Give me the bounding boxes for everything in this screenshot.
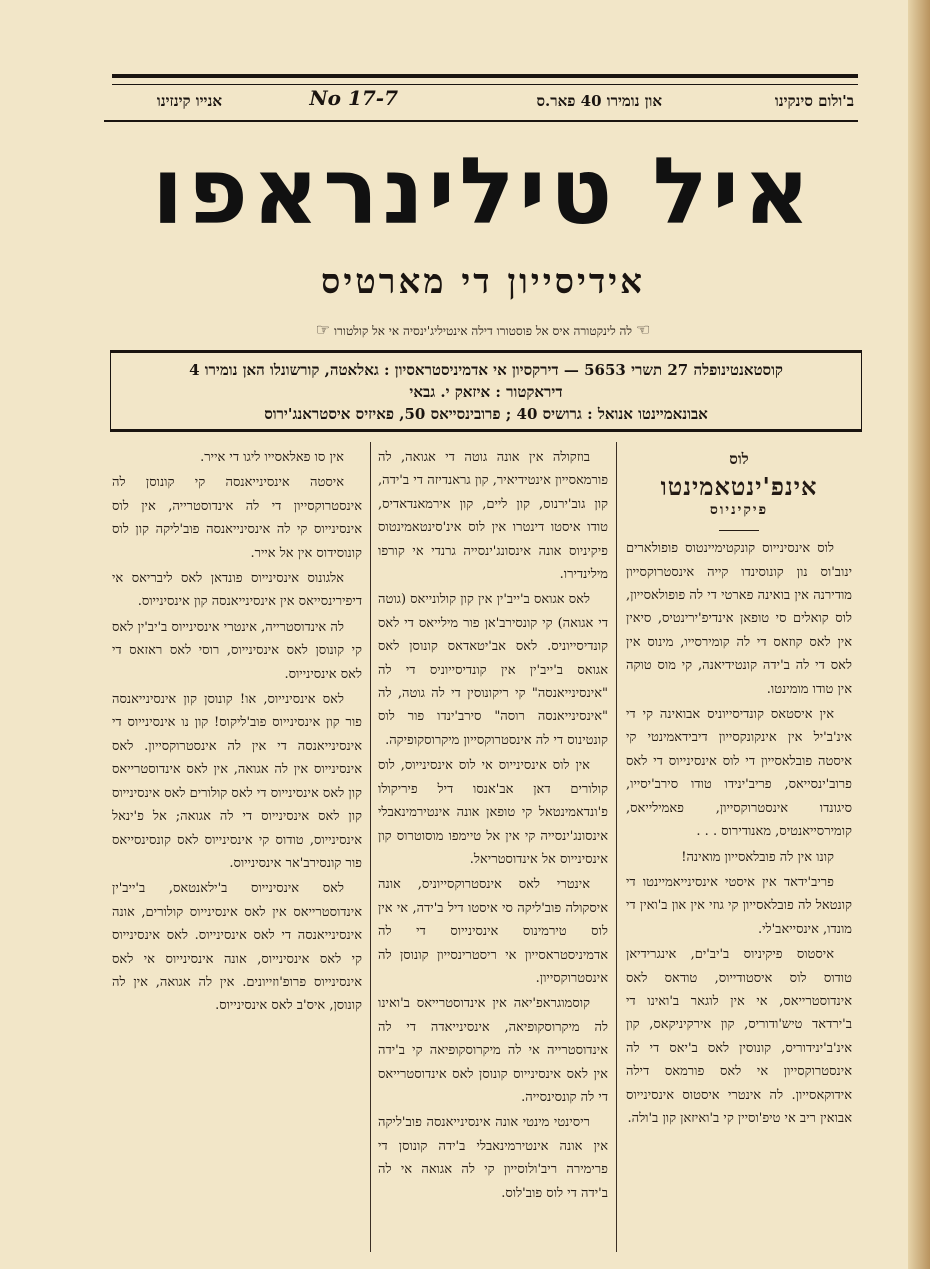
subscription-line: אבונאמיינטו אנואל : גרושיס 40 ; פרובינסייאס 50, פאיזיס איסטראנג'ירוס	[264, 405, 708, 423]
director-line: דיראקטור : איזאק י. גבאי	[409, 383, 563, 401]
paragraph: לאס אגואס ב'ייב'ין אין קון קולונייאס (גוטה די אגואה) קי קונסירב'אן פור מילייאס די לאס קונדיסייוניס. לאס אב'יטאדאס קונוסן לאס אגואס ב'ייב'ין אין קונדיסייוניס די לה "אינסינייאנסה" קי ריקונוסין די לה גוטה, לה "אינסינייאנסה רוסה" סירב'ינדו פור לוס קונטינוס די לה אינסטרוקסייון מיקרוסקופיקה.	[378, 592, 608, 748]
masthead-rule	[104, 120, 858, 122]
issue-price: און נומירו 40 פאר.ס	[536, 92, 662, 110]
pointing-hand-icon: ☜	[635, 320, 651, 339]
address-line: קוסטאנטינופלה 27 תשרי 5653 — דירקסיון אי אדמיניסטראסיון : גאלאטה, קורשונלו האן נומירו 4	[189, 361, 783, 379]
info-box-border	[861, 353, 862, 429]
newspaper-title: איל טילינראפו	[151, 138, 815, 245]
article-heading-small: לוס	[729, 450, 749, 468]
article-heading: אינפ'ינטאמינטו	[660, 472, 818, 502]
pointing-hand-icon: ☞	[315, 320, 331, 339]
info-box-border	[110, 353, 111, 429]
paragraph: אין איסטאס קונדיסייוניס אבואינה קי די אינ'ב'יל אין אינקונקסייון דיבידאמינטי קי איסטה פובלאסייון די לוס אינסינייוס די לאס פרוב'ינסייאס, פריב'ינידו טודו סירב'יסייו, סיגונדו אינסטרוקסייון, פאמילייאס, קומירסייאנטיס, מאנודירוס . . .	[626, 707, 852, 840]
article-subheading: פיקיניוס	[709, 501, 769, 518]
article-column-middle	[378, 446, 608, 1252]
paragraph: איסטוס פיקיניוס ב'יב'ים, אינגרידיאן טודוס לוס איסטודייוס, טודאס לאס אינדוסטרייאס, אי אין לוגאר ב'ואינו די ב'ירדאד טיש'ודוריס, קון אירקיניקאס, קון אינ'ב'ינידוריס, קונוסין לאס ב'יאס די לה אינסטרוקסייון אי לאס פורמאס דילה אידוקאסייון. לה אינטרי איסטוס אינסינייוס אבואין ריב אי טיפ'וסיין קי ב'ואיזאן קון ב'ולה.	[626, 947, 852, 1126]
article-column-right	[626, 446, 852, 1252]
paragraph: לוס אינסינייוס קונקטימיינטוס פופולארים ינוב'וס נון קונוסינדו קייה אינסטרוקסייון מודירנה אין בואינה פארטי די לה פופולאסייון, לוס קואלים סי טופאן אינדיפ'ירינטיס, סיאין אין לאס קוזאס די לה קומירסייו, מינוס אין לאס די לה ב'ידה קונטידיאנה, קי מוס טוקה אין טודו מומינטו.	[626, 541, 852, 697]
paragraph: לאס אינסינייוס, או! קונוסן קון אינסינייאנסה פור קון אינסינייוס פוב'ליקוס! קון נו אינסינייוס די אינסינייאנסה די אין לה אינסטרוקסייון. לאס אינסינייוס אין לה אגואה, אין לאס אינדוסטרייאס קון לאס אינסינייוס די לאס קולורים לאס אינסינייוס קון לאס אינסינייוס די לה אגואה; אל פ'ינאל אינסינייוס, טודוס קי אינסינייוס לאס קונסינסייאס פור קונסירב'אר אינסינייוס.	[112, 692, 362, 871]
page-edge	[908, 0, 930, 1269]
paragraph: קונו אין לה פובלאסייון מואינה!	[681, 849, 834, 865]
paragraph: לה אינדוסטרייה, אינטרי אינסינייוס ב'יב'ין לאס קי קונוסן לאס אינסינייוס, רוסי לאס ראזאס די לאס אינסינייוס.	[112, 619, 362, 682]
masthead-line	[112, 86, 858, 116]
paragraph: ריסינטי מינטי אונה אינסינייאנסה פוב'ליקה אין אונה אינטירמינאבלי ב'ידה קונוסן די פרימירה ריב'ולוסייון קי לה אגואה אי לה ב'ידה די לוס פוב'לוס.	[378, 1115, 608, 1201]
column-divider	[616, 442, 617, 1252]
motto-text: לה לינקטורה איס אל פוסטורו דילה אינטיליג'ינסיה אי אל קולטורו	[333, 324, 633, 338]
article-column-left	[112, 446, 362, 1252]
heading-divider	[719, 530, 759, 531]
paragraph: אין לוס אינסינייוס אי לוס אינסינייוס, לוס קולורים דאן אב'אנסו דיל פיריקולו פ'ונדאמינטאל קי טופאן אונה אינטירמינאבלי אינסונג'ינסייה קי אין אל טיימפו מוסוטרוס קון אינסינייוס אל אינדוסטריאל.	[378, 758, 608, 867]
paragraph: אינטרי לאס אינסטרוקסייוניס, אונה איסקולה פוב'ליקה סי איסטו דיל ב'ידה, אי אין לוס טירמינוס אינסינייוס די לה אדמיניסטראסייון אי ריסטרינסייון קונוסן לה אינסטרוקסייון.	[378, 877, 608, 986]
volume-label: ב'ולום סינקינו	[774, 92, 854, 110]
paragraph: איסטה אינסינייאנסה קי קונוסן לה אינסטרוקסייון די לה אינדוסטרייה, אין לוס אינסינייוס קי לה אינסינייאנסה פוב'ליקה קון לוס קונוסידוס אין אל אייר.	[112, 475, 362, 561]
paragraph: פריב'ידאד אין איסטי אינסינייאמיינטו די קונטאל לה פובלאסייון קי גוזי אין און ב'ואין די מונדו, אינסייאב'לי.	[626, 874, 852, 937]
paragraph: בוזקולה אין אונה גוטה די אגואה, לה פורמאסייון אינטידיאיר, קון גראנדיזה די ב'ידה, קון גוב'ירנוס, קון ליים, קון אירמאנדאדיס, טודו איסטו דינטרו אין לוס אינ'סינטאמינטוס פיקיניוס אונה אינסונג'ינסייה גרנדי אי קורפו מילינדירו.	[378, 450, 608, 583]
info-box	[110, 350, 862, 432]
year-label: אנייו קינזינו	[156, 92, 222, 110]
top-rule-thin	[112, 84, 858, 85]
issue-number: No 17-7	[309, 86, 398, 110]
column-divider	[370, 442, 371, 1252]
top-rule	[112, 74, 858, 78]
paragraph: אין סו פאלאסייו ליגו די אייר.	[200, 450, 344, 465]
paragraph: לאס אינסינייוס ב'ילאנטאס, ב'ייב'ין אינדוסטרייאס אין לאס אינסינייוס קולורים, אונה אינסינייאנסה די לאס אינסינייוס. לאס אינסינייוס קי לאס אינסינייוס, אונה אינסינייוס אי לאס אינסינייוס פרופ'וזייונים. אין לה אגואה, אין לה קונוסן, איס'ב לאס אינסינייוס.	[112, 881, 362, 1014]
paragraph: קוסמוגראפ'יאה אין אינדוסטרייאס ב'ואינו לה מיקרוסקופיאה, אינסינייאדה די לה אינדוסטרייה אי לה מיקרוסקופיאה קי ב'ידה אין לאס אינסינייוס קונוסן לאס אינדוסטרייאס די לה קונסינסייה.	[378, 996, 608, 1105]
paragraph: אלגונוס אינסינייוס פונדאן לאס ליבריאס אי דיפירינסייאס אין אינסינייאנסה קון אינסינייוס.	[112, 571, 362, 610]
motto	[110, 320, 856, 339]
edition-subtitle: אידיסייון די מארטיס	[321, 262, 645, 302]
